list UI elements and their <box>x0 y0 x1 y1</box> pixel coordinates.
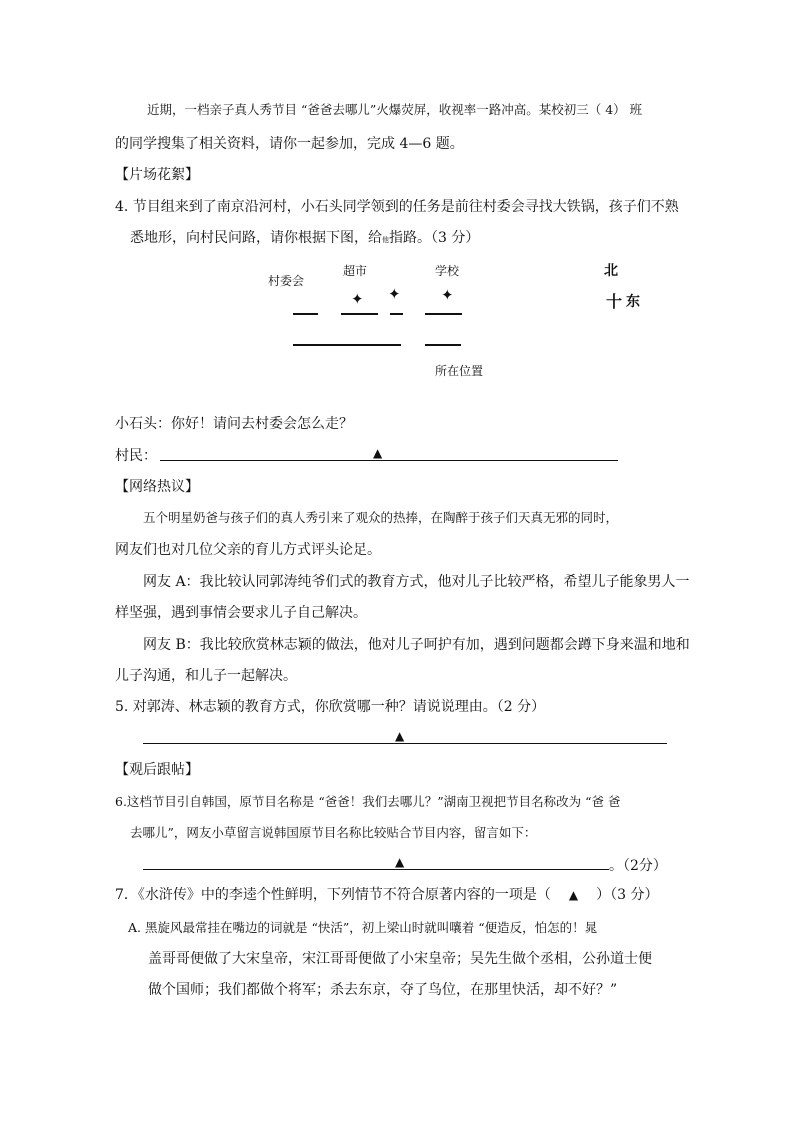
q7-stem-tail: ）（3 分） <box>596 887 659 903</box>
q6-line-2: 去哪儿”，网友小草留言说韩国原节目名称比较贴合节目内容，留言如下： <box>130 825 537 840</box>
compass-east: 东 <box>626 294 640 310</box>
q4-line-2-tail: 指路。（3 分） <box>389 230 480 246</box>
netizen-b-line-2: 儿子沟通，和儿子一起解决。 <box>115 668 297 684</box>
road-lower-position <box>425 344 461 346</box>
road-segment-middle <box>390 313 403 315</box>
intro-line-2: 的同学搜集了相关资料，请你一起参加，完成 4—6 题。 <box>115 136 464 152</box>
q7-option-a-line-2: 盖哥哥便做了大宋皇帝，宋江哥哥便做了小宋皇帝；吴先生做个丞相，公孙道士便 <box>148 951 652 967</box>
road-segment-village <box>293 313 318 315</box>
q5-text: 5. 对郭涛、林志颖的教育方式，你欣赏哪一种？请说说理由。（2 分） <box>115 699 546 715</box>
netizen-b-line-1: 网友 B：我比较欣赏林志颖的做法，他对儿子呵护有加，遇到问题都会蹲下身来温和地和 <box>143 637 690 653</box>
q5-triangle-icon: ▲ <box>395 729 405 743</box>
road-star-icon: ✦ <box>388 285 401 303</box>
q4-line-2-text: 悉地形，向村民问路，请你根据下图，给 <box>130 230 382 246</box>
q6-score: 。（2分） <box>609 858 667 874</box>
villager-answer-line[interactable] <box>160 460 618 461</box>
q4-line-2-small: 他 <box>382 236 389 244</box>
q7-stem <box>115 885 659 905</box>
q7-option-a-line-3: 做个国师；我们都做个将军；杀去东京，夺了鸟位，在那里快活，却不好？” <box>148 982 618 998</box>
dialog-villager-label: 村民： <box>115 448 157 464</box>
section-heading-discussion: 【网络热议】 <box>115 479 199 495</box>
q7-stem-text: 7．《水浒传》中的李逵个性鲜明，下列情节不符合原著内容的一项是（ <box>115 887 551 903</box>
road-segment-school <box>425 313 462 315</box>
section-heading-filming: 【片场花絮】 <box>115 167 199 183</box>
q6-triangle-icon: ▲ <box>395 855 405 869</box>
discussion-line-2: 网友们也对几位父亲的育儿方式评头论足。 <box>115 542 381 558</box>
q4-line-1: 4. 节目组来到了南京沿河村，小石头同学领到的任务是前往村委会寻找大铁锅，孩子们不熟 <box>115 199 679 215</box>
road-lower-long <box>293 344 401 346</box>
compass-cross-icon: 十 <box>606 292 623 311</box>
map-label-supermarket: 超市 <box>343 264 368 278</box>
intro-line-1: 近期，一档亲子真人秀节目 “爸爸去哪儿”火爆荧屏，收视率一路冲高。某校初三（ 4） 班 <box>147 102 643 117</box>
dialog-xiaoshitou: 小石头：你好！请问去村委会怎么走？ <box>115 416 353 432</box>
road-segment-supermarket <box>341 313 378 315</box>
q6-answer-line[interactable] <box>143 869 609 870</box>
netizen-a-line-1: 网友 A：我比较认同郭涛纯爷们式的教育方式，他对儿子比较严格，希望儿子能象男人一 <box>143 574 690 590</box>
supermarket-star-icon: ✦ <box>351 290 364 308</box>
q4-line-2 <box>130 228 479 250</box>
q6-line-1: 6.这档节目引自韩国，原节目名称是 “爸爸！我们去哪儿？”湖南卫视把节目名称改为 “爸 爸 <box>115 794 621 809</box>
map-label-village-committee: 村委会 <box>268 274 305 288</box>
map-label-school: 学校 <box>435 264 460 278</box>
discussion-line-1: 五个明星奶爸与孩子们的真人秀引来了观众的热捧，在陶醉于孩子们天真无邪的同时， <box>143 510 619 525</box>
compass-north: 北 <box>604 263 618 279</box>
q5-answer-line[interactable] <box>143 743 667 744</box>
q7-triangle-icon: ▲ <box>568 888 579 902</box>
map-label-current-position: 所在位置 <box>435 364 484 378</box>
q7-option-a-line-1: A. 黑旋风最常挂在嘴边的词就是 “快活”，初上梁山时就叫嚷着 “便造反，怕怎的！晁 <box>128 920 598 935</box>
school-star-icon: ✦ <box>441 286 454 304</box>
netizen-a-line-2: 样坚强，遇到事情会要求儿子自己解决。 <box>115 605 367 621</box>
answer-triangle-icon: ▲ <box>373 446 383 460</box>
section-heading-after-viewing: 【观后跟帖】 <box>115 762 199 778</box>
